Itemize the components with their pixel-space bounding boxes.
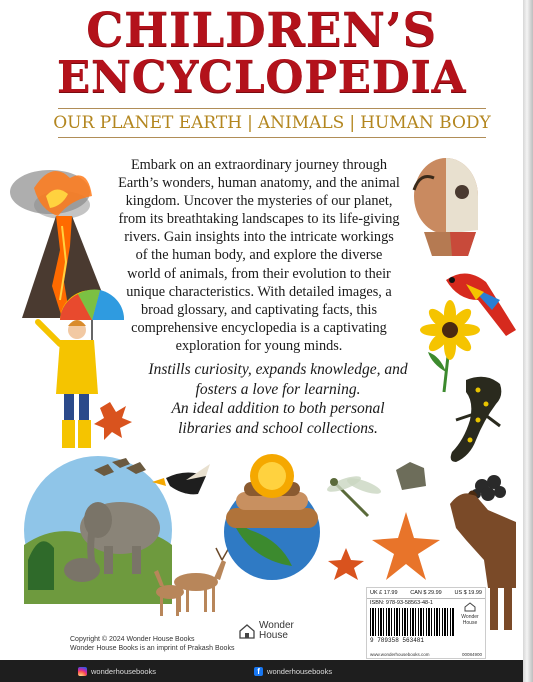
earth-cross-section-illustration	[224, 454, 320, 580]
rock-illustration	[396, 462, 426, 490]
topic-animals: ANIMALS	[257, 113, 345, 133]
elephants-scene-illustration	[24, 456, 172, 604]
publisher-logo-line-1: Wonder	[259, 620, 294, 631]
price-uk: UK £ 17.99	[370, 590, 398, 596]
copyright-notice	[70, 635, 234, 653]
house-logo-icon	[464, 602, 476, 612]
human-head-illustration	[414, 158, 478, 256]
barcode-logo-line-1: Wonder	[461, 614, 479, 620]
footer-instagram[interactable]	[78, 667, 156, 676]
salamander-illustration	[451, 377, 502, 462]
product-code: 00084900	[461, 652, 482, 657]
topic-separator: |	[349, 113, 356, 133]
facebook-icon: f	[254, 667, 263, 676]
topic-human-body: HUMAN BODY	[360, 113, 491, 133]
subtitle-topics	[53, 108, 491, 138]
instagram-icon	[78, 667, 87, 676]
price-us: US $ 19.99	[454, 590, 482, 596]
tagline	[148, 360, 408, 438]
instagram-handle: wonderhousebooks	[91, 666, 157, 676]
barcode-bars	[370, 608, 454, 636]
copyright-line-1: Copyright © 2024 Wonder House Books	[70, 636, 195, 643]
copyright-line-2: Wonder House Books is an imprint of Prakash Books	[70, 645, 235, 652]
publisher-logo	[238, 621, 294, 641]
dragonfly-illustration	[325, 473, 382, 516]
publisher-url: www.wonderhousebooks.com	[370, 652, 430, 657]
hornbill-illustration	[152, 464, 210, 494]
house-logo-icon	[238, 622, 256, 640]
tagline-line-1: Instills curiosity, expands knowledge, and fosters a love for learning.	[148, 361, 408, 398]
maple-leaf-illustration	[94, 402, 132, 440]
barcode-publisher-logo	[458, 602, 482, 626]
starfish-small-illustration	[328, 548, 364, 580]
barcode-number: 9 789358 563481	[370, 637, 425, 644]
price-can: CAN $ 29.99	[410, 590, 442, 596]
facebook-handle: wonderhousebooks	[267, 666, 333, 676]
blurb-text: Embark on an extraordinary journey through Earth’s wonders, human anatomy, and the animal kingdom. Uncover the mysteries of our planet, from its breathtaking landscapes to its life-giving rivers. Gain insights into the intricate workings of the human body, and explore the diverse world of animals, from their evolution to their unique characteristics. With detailed images, a broad glossary, and captivating facts, this comprehensive encyclopedia is a captivating exploration for young minds.	[118, 157, 400, 354]
topic-separator: |	[247, 113, 253, 133]
topic-planet-earth: OUR PLANET EARTH	[53, 113, 243, 133]
footer-social-bar	[0, 660, 523, 682]
price-row	[367, 588, 485, 599]
title-line-2: ENCYCLOPEDIA	[56, 52, 467, 103]
barcode-logo-line-2: House	[462, 620, 478, 626]
starfish-large-illustration	[372, 512, 440, 580]
footer-facebook[interactable]	[254, 667, 332, 676]
book-page-edge	[523, 0, 533, 682]
isbn-text: ISBN: 978-93-58563-48-1	[370, 600, 433, 606]
publisher-logo-line-2: House	[259, 630, 288, 641]
sunflower-illustration	[420, 300, 480, 392]
barcode-panel	[366, 587, 486, 659]
title-line-1: CHILDREN’S	[86, 3, 437, 58]
tagline-line-2: An ideal addition to both personal libraries and school collections.	[171, 400, 385, 437]
